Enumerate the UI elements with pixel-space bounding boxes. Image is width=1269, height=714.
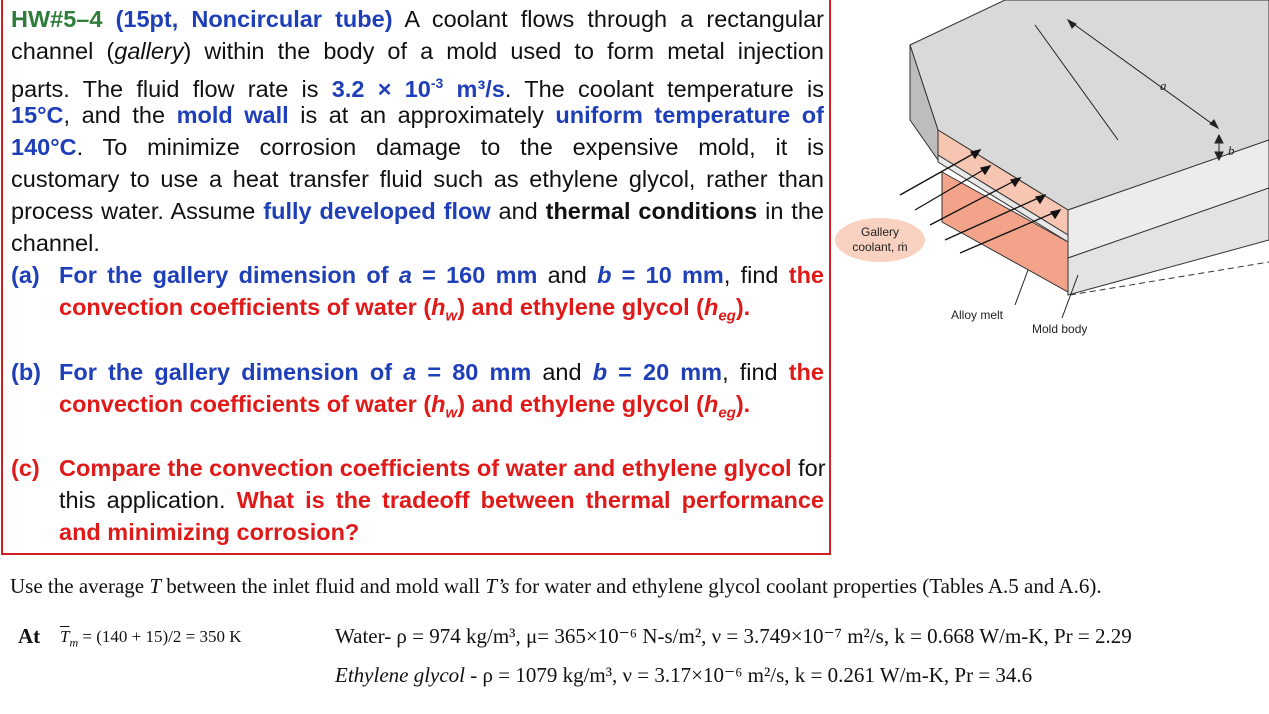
part-a-line-2: convection coefficients of water $(h_w)$ and ethylene glycol $(h_{eg})$. — [59, 294, 751, 325]
problem-line-7: process water. Assume fully developed flow and thermal conditions in the — [11, 198, 824, 224]
water-properties: Water- ρ = 974 kg/m³, μ= 365×10⁻⁶ N-s/m², ν = 3.749×10⁻⁷ m²/s, k = 0.668 W/m-K, Pr = 2.29 — [335, 624, 1132, 648]
part-c-line-2: this application. What is the tradeoff between thermal performance — [59, 487, 824, 513]
part-a-label: (a) — [11, 262, 40, 288]
hw-id: HW#5–4 — [11, 6, 103, 32]
eg-properties: Ethylene glycol - ρ = 1079 kg/m³, ν = 3.17×10⁻⁶ m²/s, k = 0.261 W/m-K, Pr = 34.6 — [335, 663, 1033, 687]
gallery-label-1: Gallery — [860, 225, 900, 239]
problem-line-4: 15°C, and the mold wall is at an approximately uniform temperature of — [11, 102, 824, 128]
part-a-line-1: For the gallery dimension of a = 160 mm and b = 10 mm, find the — [59, 262, 824, 288]
tm-expression: $\overline{T}_m = (140 + 15)/2 = 350$ K — [60, 627, 242, 650]
dim-b-label: b — [1228, 143, 1235, 158]
gallery-label-2: coolant, ṁ — [852, 240, 908, 254]
note-line-1: Use the average T between the inlet fluid and mold wall T’s for water and ethylene glycol coolant properties (Tables A.5 and A.6). — [10, 574, 1102, 598]
problem-line-5: 140°C. To minimize corrosion damage to the expensive mold, it is — [11, 134, 824, 160]
problem-topic: Noncircular tube — [191, 6, 385, 32]
part-b-line-2: convection coefficients of water $(h_w)$ and ethylene glycol $(h_{eg})$. — [59, 391, 751, 422]
problem-line-1: HW#5–4 (15pt, Noncircular tube) A coolant flows through a rectangular — [11, 6, 824, 32]
problem-line-2: channel (gallery) within the body of a mold used to form metal injection — [11, 38, 824, 64]
wall-temp: 140°C — [11, 134, 77, 160]
mold-diagram — [830, 0, 1269, 360]
problem-line-8: channel. — [11, 230, 100, 256]
dim-a-label: a — [1160, 78, 1167, 93]
part-c-line-1: Compare the convection coefficients of water and ethylene glycol for — [59, 455, 826, 481]
part-b-label: (b) — [11, 359, 42, 385]
flow-rate: $3.2 \times 10^{-3}$ m³/s — [331, 75, 505, 102]
at-label: At — [18, 624, 41, 648]
part-c-label: (c) — [11, 455, 40, 481]
alloy-leader — [1015, 270, 1028, 305]
part-c-line-3: and minimizing corrosion? — [59, 519, 360, 545]
alloy-melt-label: Alloy melt — [951, 308, 1004, 322]
part-b-line-1: For the gallery dimension of a = 80 mm and b = 20 mm, find the — [59, 359, 824, 385]
problem-line-6: customary to use a heat transfer fluid such as ethylene glycol, rather than — [11, 166, 824, 192]
problem-line-3: parts. The fluid flow rate is $3.2 \times 10^{-3}$ m³/s. The coolant temperature is — [11, 75, 824, 102]
coolant-temp: 15°C — [11, 102, 64, 128]
mold-body-label: Mold body — [1032, 322, 1088, 336]
